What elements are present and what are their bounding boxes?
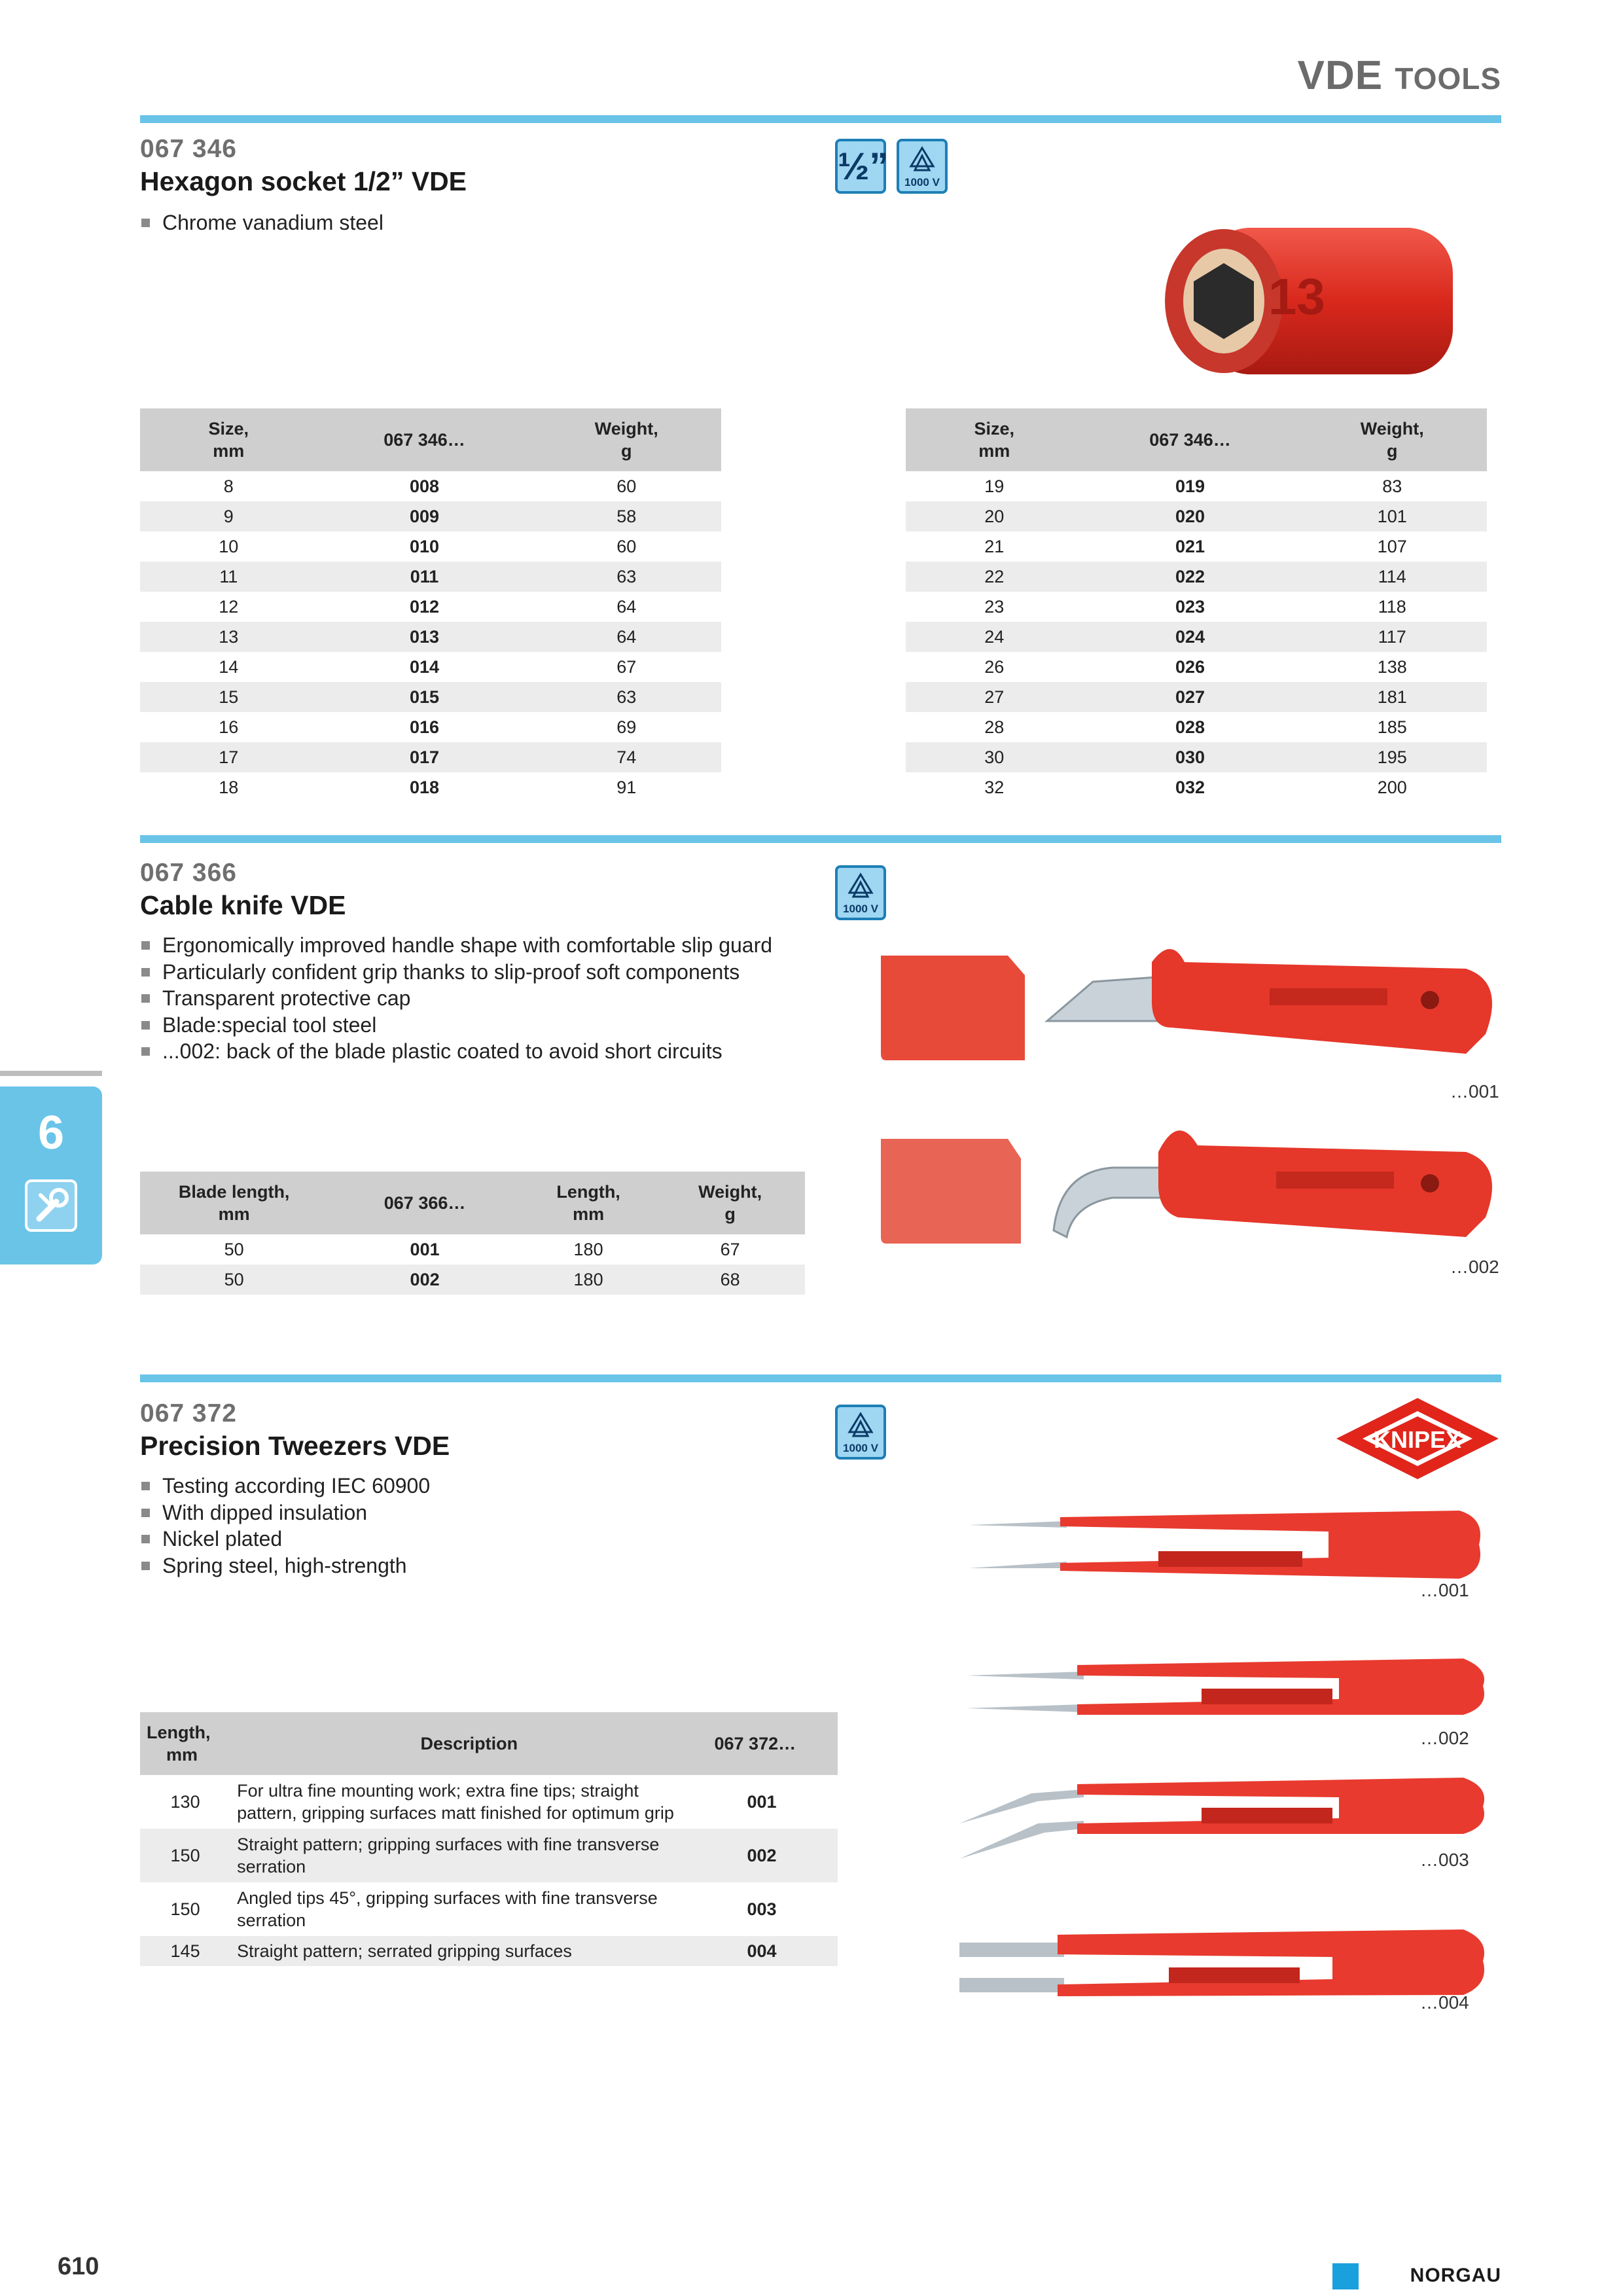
table-row: 50 002 180 68 [140, 1265, 805, 1295]
cell-size: 10 [219, 536, 239, 556]
chapter-tab[interactable] [0, 1086, 102, 1265]
cell-size: 22 [906, 562, 1083, 592]
table-row [906, 682, 1487, 712]
cell-weight: 107 [1377, 536, 1407, 556]
cell-weight: 67 [616, 656, 637, 677]
cell-code: 020 [1083, 501, 1298, 531]
cell-code: 023 [1175, 596, 1205, 617]
feature-list [140, 1473, 794, 1579]
cell-size: 13 [140, 622, 317, 652]
logo-text: KNIPEX [1373, 1426, 1462, 1453]
table-row: 145 Straight pattern; serrated gripping surfaces 004 [140, 1936, 838, 1966]
cell-code: 026 [1175, 656, 1205, 677]
header-title-main: VDE [1297, 53, 1383, 98]
variant-label: …001 [1450, 1081, 1499, 1102]
feature-item: Spring steel, high-strength [140, 1552, 794, 1579]
cell-code: 028 [1175, 717, 1205, 737]
product-title: Hexagon socket 1/2” VDE [140, 166, 467, 196]
cable-knife-002-image [877, 1113, 1499, 1263]
cell-code: 014 [409, 656, 440, 677]
table-row [906, 772, 1487, 802]
cell-code: 018 [409, 777, 440, 797]
cell-code: 012 [409, 596, 440, 617]
vde-1000v-icon [835, 1405, 886, 1460]
cell-code: 024 [1083, 622, 1298, 652]
cell-code: 017 [317, 742, 532, 772]
page-number: 610 [58, 2253, 99, 2280]
col-size: Size, mm [906, 408, 1083, 471]
col-blade-length: Blade length, mm [140, 1172, 328, 1234]
cell-code: 022 [1083, 562, 1298, 592]
size-half-inch-icon [835, 139, 889, 194]
hex-socket-image [1158, 223, 1459, 380]
cell-weight: 114 [1297, 562, 1487, 592]
cell-weight: 118 [1378, 596, 1406, 617]
cell-weight: 64 [531, 622, 721, 652]
cell-size: 19 [984, 476, 1005, 496]
chapter-number: 6 [37, 1107, 65, 1159]
table-row: 150 Angled tips 45°, gripping surfaces with fine transverse serration 003 [170, 1888, 777, 1930]
table-row [140, 531, 721, 562]
cell-weight: 83 [1382, 476, 1402, 496]
variant-label: …002 [1450, 1257, 1499, 1277]
cell-weight: 69 [616, 717, 637, 737]
cell-size: 9 [140, 501, 317, 531]
col-length: Length, mm [522, 1172, 656, 1234]
cell-weight: 181 [1297, 682, 1487, 712]
variant-label: …001 [1420, 1580, 1469, 1600]
size-badge-label: ½” [838, 145, 889, 188]
table-row [140, 501, 721, 531]
cell-code: 019 [1175, 476, 1205, 496]
cell-size: 11 [140, 562, 317, 592]
voltage-label: 1000 V [843, 903, 878, 915]
cell-size: 17 [140, 742, 317, 772]
tweezers-001-image [962, 1505, 1492, 1584]
wrench-icon [25, 1179, 77, 1232]
table-row: 130 For ultra fine mounting work; extra fine tips; straight pattern, gripping surfaces matt finished for optimum grip 001 [170, 1781, 777, 1823]
col-code: 067 346… [317, 408, 532, 471]
table-row [906, 622, 1487, 652]
insulation-triangle-icon [899, 144, 945, 177]
cell-size: 30 [906, 742, 1083, 772]
feature-item: Particularly confident grip thanks to slip-proof soft components [140, 959, 827, 986]
feature-item: Ergonomically improved handle shape with comfortable slip guard [140, 932, 827, 959]
cell-size: 8 [223, 476, 234, 496]
col-weight: Weight, g [1297, 408, 1487, 471]
cell-code: 027 [1083, 682, 1298, 712]
table-row [140, 471, 721, 501]
header-title-sub: TOOLS [1395, 62, 1501, 96]
feature-list [140, 932, 827, 1065]
feature-item: ...002: back of the blade plastic coated to avoid short circuits [140, 1038, 827, 1065]
vde-1000v-icon [835, 865, 886, 920]
cell-size: 32 [984, 777, 1005, 797]
voltage-label: 1000 V [904, 176, 940, 188]
cell-weight: 117 [1297, 622, 1487, 652]
page-header [1298, 52, 1501, 99]
table-row [906, 471, 1487, 501]
tweezers-003-image [953, 1761, 1496, 1865]
insulation-triangle-icon [838, 1410, 883, 1443]
cell-size: 14 [219, 656, 239, 677]
feature-item: Chrome vanadium steel [140, 209, 794, 236]
cell-code: 032 [1175, 777, 1205, 797]
table-row [140, 592, 721, 622]
cell-weight: 64 [616, 596, 637, 617]
table-row [140, 712, 721, 742]
table-row [906, 562, 1487, 592]
cell-code: 021 [1175, 536, 1205, 556]
table-row: 50 001 180 67 [224, 1239, 740, 1259]
feature-item: Transparent protective cap [140, 985, 827, 1012]
brand-name: NORGAU [1410, 2265, 1501, 2286]
section-divider [140, 1374, 1501, 1382]
feature-item: Blade:special tool steel [140, 1012, 827, 1039]
cell-weight: 195 [1297, 742, 1487, 772]
cell-code: 013 [317, 622, 532, 652]
product-title: Cable knife VDE [140, 890, 346, 920]
table-row [140, 652, 721, 682]
feature-item: Nickel plated [140, 1526, 794, 1552]
table-row [906, 742, 1487, 772]
insulation-triangle-icon [838, 870, 883, 903]
table-row [140, 682, 721, 712]
col-code: 067 366… [328, 1172, 521, 1234]
table-row: 150 Straight pattern; gripping surfaces with fine transverse serration 002 [140, 1829, 838, 1882]
col-code: 067 372… [708, 1712, 838, 1775]
col-description: Description [230, 1712, 707, 1775]
table-row [140, 622, 721, 652]
col-length: Length, mm [140, 1712, 230, 1775]
table-row [906, 652, 1487, 682]
tweezers-table [140, 1712, 838, 1966]
cell-size: 15 [140, 682, 317, 712]
cell-code: 011 [317, 562, 532, 592]
cell-code: 010 [409, 536, 440, 556]
side-tab-marker [0, 1071, 102, 1076]
cable-knife-001-image [877, 923, 1499, 1080]
table-row [906, 592, 1487, 622]
cell-size: 24 [906, 622, 1083, 652]
voltage-label: 1000 V [843, 1442, 878, 1454]
cell-size: 20 [906, 501, 1083, 531]
cell-size: 18 [219, 777, 239, 797]
col-weight: Weight, g [655, 1172, 805, 1234]
col-size: Size, mm [140, 408, 317, 471]
cell-weight: 101 [1297, 501, 1487, 531]
feature-list [140, 209, 794, 236]
cell-size: 21 [984, 536, 1005, 556]
cell-size: 28 [984, 717, 1005, 737]
table-row [906, 712, 1487, 742]
col-code: 067 346… [1083, 408, 1298, 471]
cell-size: 23 [984, 596, 1005, 617]
variant-label: …004 [1420, 1992, 1469, 2013]
cell-code: 009 [317, 501, 532, 531]
cell-weight: 63 [531, 562, 721, 592]
cell-weight: 60 [616, 476, 637, 496]
table-row [140, 742, 721, 772]
cell-size: 12 [219, 596, 239, 617]
cell-weight: 58 [531, 501, 721, 531]
cell-size: 16 [219, 717, 239, 737]
cell-weight: 138 [1377, 656, 1407, 677]
cell-weight: 200 [1377, 777, 1407, 797]
section-divider [140, 115, 1501, 123]
product-code: 067 346 [140, 135, 237, 163]
product-code: 067 366 [140, 859, 237, 887]
cell-size: 26 [984, 656, 1005, 677]
product-code: 067 372 [140, 1399, 237, 1427]
table-row [140, 562, 721, 592]
feature-item: With dipped insulation [140, 1499, 794, 1526]
knipex-logo [1332, 1397, 1503, 1482]
tweezers-002-image [959, 1649, 1496, 1721]
vde-1000v-icon [897, 139, 948, 194]
spec-table-right [906, 408, 1487, 802]
cell-code: 016 [409, 717, 440, 737]
table-row [140, 772, 721, 802]
spec-table-left [140, 408, 721, 802]
cell-weight: 74 [531, 742, 721, 772]
section-divider [140, 835, 1501, 843]
product-title: Precision Tweezers VDE [140, 1431, 450, 1461]
cell-size: 27 [906, 682, 1083, 712]
variant-label: …003 [1420, 1850, 1469, 1870]
cell-code: 008 [409, 476, 440, 496]
cell-weight: 91 [616, 777, 637, 797]
table-row [906, 501, 1487, 531]
svg-text:13: 13 [1268, 268, 1325, 325]
variant-label: …002 [1420, 1728, 1469, 1748]
table-row [906, 531, 1487, 562]
feature-item: Testing according IEC 60900 [140, 1473, 794, 1499]
cell-weight: 63 [531, 682, 721, 712]
cell-weight: 60 [616, 536, 637, 556]
cell-code: 030 [1083, 742, 1298, 772]
tweezers-004-image [953, 1924, 1496, 2003]
cable-knife-table [140, 1172, 805, 1295]
col-weight: Weight, g [531, 408, 721, 471]
cell-code: 015 [317, 682, 532, 712]
cell-weight: 185 [1377, 717, 1407, 737]
brand-logo-square [1332, 2263, 1359, 2289]
